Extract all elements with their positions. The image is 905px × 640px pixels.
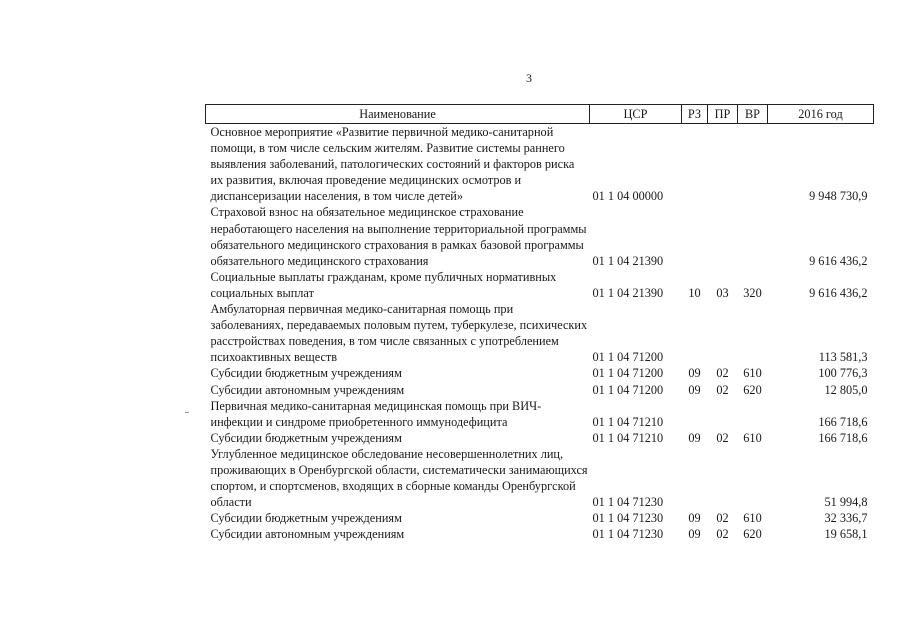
row-csr: 01 1 04 00000 [592,189,664,204]
row-vr: 620 [743,527,762,542]
row-amount: 9 616 436,2 [809,285,868,300]
row-csr: 01 1 04 71210 [592,430,664,445]
row-pr [708,124,738,205]
row-vr: 610 [743,430,762,445]
row-csr: 01 1 04 71200 [592,366,664,381]
row-pr [708,301,738,365]
row-pr: 02 [716,527,729,542]
row-pr: 02 [716,366,729,381]
row-amount: 32 336,7 [824,511,868,526]
row-rz: 09 [688,430,701,445]
row-rz [682,301,708,365]
row-amount: 9 948 730,9 [809,189,868,204]
row-vr: 320 [743,285,762,300]
table-row [206,204,874,268]
row-pr [708,204,738,268]
row-rz: 10 [688,285,701,300]
row-amount: 100 776,3 [818,366,868,381]
row-vr: 620 [743,382,762,397]
row-csr: 01 1 04 71230 [592,511,664,526]
row-rz: 09 [688,527,701,542]
table-row [206,124,874,205]
row-amount: 51 994,8 [824,495,868,510]
row-name: Субсидии бюджетным учреждениям [210,366,402,381]
row-rz: 09 [688,366,701,381]
row-pr [708,446,738,510]
table-header [206,105,874,124]
row-vr [738,124,768,205]
row-csr: 01 1 04 71200 [592,382,664,397]
row-csr: 01 1 04 71200 [592,350,664,365]
table-row [206,526,874,542]
row-amount: 166 718,6 [818,414,868,429]
row-vr: 610 [743,366,762,381]
table-body [206,124,874,543]
row-amount: 166 718,6 [818,430,868,445]
header-rz: РЗ [682,105,708,124]
row-name: Амбулаторная первичная медико-санитарная помощь при заболеваниях, передаваемых половым путем, туберкулезе, психических расстройствах поведения, в том числе связанных с употреблением психоактивных веществ [210,302,588,365]
row-name: Углубленное медицинское обследование несовершеннолетних лиц, проживающих в Оренбургской области, систематически занимающихся спортом, и спортсменов, входящих в сборные команды Оренбургской области [210,446,588,510]
row-rz: 09 [688,511,701,526]
row-vr [738,398,768,430]
row-name: Социальные выплаты гражданам, кроме публичных нормативных социальных выплат [210,269,557,300]
row-amount: 113 581,3 [818,350,868,365]
row-rz [682,398,708,430]
table-row [206,301,874,365]
margin-mark [185,412,189,413]
row-rz [682,446,708,510]
row-csr: 01 1 04 21390 [592,285,664,300]
row-pr: 02 [716,430,729,445]
row-name: Основное мероприятие «Развитие первичной медико-санитарной помощи, в том числе сельским жителям. Развитие системы раннего выявления заболеваний, патологических состояний и факторов риска их развития, включая проведение медицинских осмотров и диспансеризации населения, в том числе детей» [210,125,575,204]
row-csr: 01 1 04 71230 [592,527,664,542]
row-csr: 01 1 04 71230 [592,495,664,510]
table-row [206,398,874,430]
row-pr: 02 [716,511,729,526]
row-csr: 01 1 04 21390 [592,253,664,268]
row-vr [738,204,768,268]
row-name: Первичная медико-санитарная медицинская помощь при ВИЧ-инфекции и синдроме приобретенного иммунодефицита [210,398,542,429]
row-pr: 03 [716,285,729,300]
row-name: Страховой взнос на обязательное медицинское страхование неработающего населения на выполнение территориальной программы обязательного медицинского страхования в рамках базовой программы обязательного медицинского страхования [210,205,587,268]
row-name: Субсидии автономным учреждениям [210,382,405,397]
row-amount: 12 805,0 [824,382,868,397]
table-row [206,269,874,301]
row-rz [682,124,708,205]
row-pr: 02 [716,382,729,397]
page-number: 3 [526,71,532,85]
header-year: 2016 год [768,105,874,124]
row-amount: 19 658,1 [824,527,868,542]
table-row [206,446,874,510]
row-name: Субсидии автономным учреждениям [210,527,405,542]
row-pr [708,398,738,430]
row-vr: 610 [743,511,762,526]
table-row [206,382,874,398]
row-name: Субсидии бюджетным учреждениям [210,430,402,445]
row-csr: 01 1 04 71210 [592,414,664,429]
row-amount: 9 616 436,2 [809,253,868,268]
row-vr [738,446,768,510]
row-rz: 09 [688,382,701,397]
budget-table [205,104,874,542]
header-vr: ВР [738,105,768,124]
row-vr [738,301,768,365]
header-pr: ПР [708,105,738,124]
row-name: Субсидии бюджетным учреждениям [210,511,402,526]
row-rz [682,204,708,268]
header-csr: ЦСР [590,105,682,124]
table-row [206,365,874,381]
table-row [206,510,874,526]
table-row [206,430,874,446]
header-name: Наименование [206,105,590,124]
